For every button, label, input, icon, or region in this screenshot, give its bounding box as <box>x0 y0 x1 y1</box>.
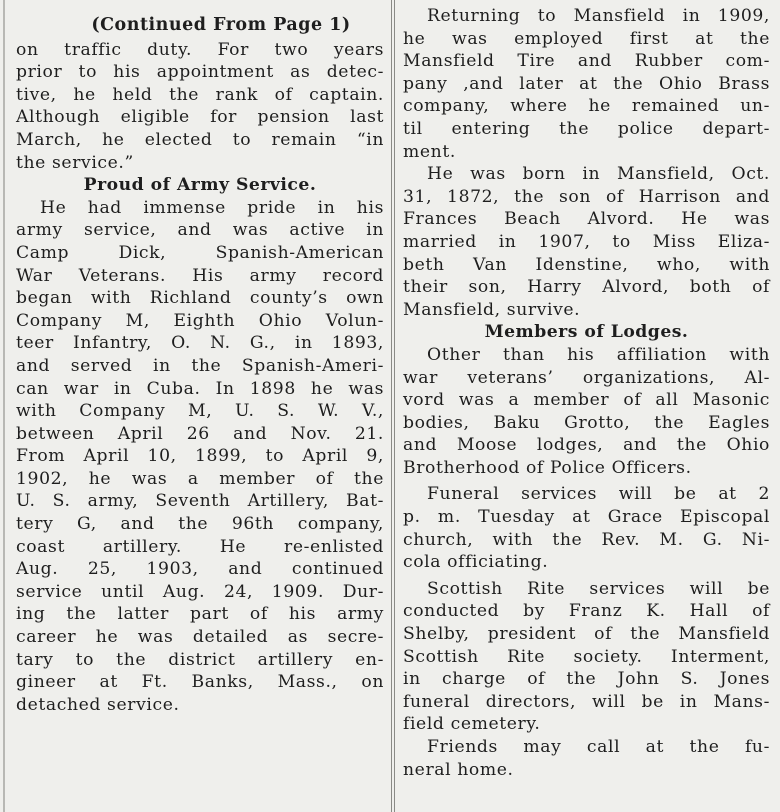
subhead-army-service: Proud of Army Service. <box>83 175 317 196</box>
text-line: their son, Harry Alvord, both of <box>403 277 770 298</box>
text-line: Other than his affiliation with <box>427 344 770 365</box>
text-line: married in 1907, to Miss Eliza- <box>403 231 770 252</box>
text-line: bodies, Baku Grotto, the Eagles <box>403 412 770 433</box>
returning-paragraph <box>403 5 770 163</box>
text-line: Scottish Rite services will be <box>427 578 770 599</box>
text-line: March, he elected to remain “in <box>16 129 384 150</box>
text-line: service until Aug. 24, 1909. Dur- <box>16 581 384 602</box>
text-line: conducted by Franz K. Hall of <box>403 601 770 622</box>
text-line: pany ,and later at the Ohio Brass <box>403 73 770 94</box>
text-line: Aug. 25, 1903, and continued <box>16 559 384 580</box>
text-line: Shelby, president of the Mansfield <box>403 624 770 645</box>
text-line: Camp Dick, Spanish-American <box>16 242 384 263</box>
text-line: 1902, he was a member of the <box>16 468 384 489</box>
text-line: church, with the Rev. M. G. Ni- <box>403 529 770 550</box>
text-line: U. S. army, Seventh Artillery, Bat- <box>16 491 384 512</box>
text-line: coast artillery. He re-enlisted <box>16 536 384 557</box>
text-line: Although eligible for pension last <box>16 107 384 128</box>
text-line: began with Richland county’s own <box>16 288 384 309</box>
text-line: War Veterans. His army record <box>16 265 384 286</box>
text-line: career he was detailed as secre- <box>16 627 384 648</box>
continued-header: (Continued From Page 1) <box>91 15 351 35</box>
text-line: on traffic duty. For two years <box>16 39 384 60</box>
born-paragraph <box>403 163 770 321</box>
text-line: Company M, Eighth Ohio Volun- <box>16 310 384 331</box>
text-line: in charge of the John S. Jones <box>403 669 770 690</box>
text-line: Scottish Rite society. Interment, <box>403 646 770 667</box>
text-line: between April 26 and Nov. 21. <box>16 423 384 444</box>
text-line: He had immense pride in his <box>40 197 384 218</box>
text-line: Friends may call at the fu- <box>427 737 770 757</box>
intro-paragraph <box>16 39 384 175</box>
text-line: Returning to Mansfield in 1909, <box>427 6 770 26</box>
text-line: p. m. Tuesday at Grace Episcopal <box>403 507 770 528</box>
subhead-lodges: Members of Lodges. <box>484 322 689 343</box>
funeral-paragraph <box>403 483 770 573</box>
text-line: ment. <box>403 141 456 162</box>
text-line: with Company M, U. S. W. V., <box>16 401 384 422</box>
text-line: tery G, and the 96th company, <box>16 514 384 535</box>
scottish-rite-paragraph <box>403 578 770 736</box>
text-line: teer Infantry, O. N. G., in 1893, <box>16 333 384 354</box>
right-column <box>395 0 780 812</box>
text-line: field cemetery. <box>403 714 541 735</box>
text-line: company, where he remained un- <box>403 96 770 117</box>
text-line: Funeral services will be at 2 <box>427 484 770 505</box>
text-line: gineer at Ft. Banks, Mass., on <box>16 672 384 693</box>
lodges-paragraph <box>403 344 770 480</box>
text-line: funeral directors, will be in Mans- <box>403 691 770 712</box>
text-line: Brotherhood of Police Officers. <box>403 457 692 478</box>
friends-paragraph <box>403 736 770 781</box>
text-line: ing the latter part of his army <box>16 604 384 625</box>
text-line: army service, and was active in <box>16 220 384 241</box>
text-line: til entering the police depart- <box>403 118 770 139</box>
text-line: He was born in Mansfield, Oct. <box>427 164 770 185</box>
army-paragraph <box>16 197 384 717</box>
text-line: the service.” <box>16 152 134 173</box>
text-line: 31, 1872, the son of Harrison and <box>403 186 770 207</box>
text-line: prior to his appointment as detec- <box>16 62 384 83</box>
text-line: he was employed first at the <box>403 28 770 49</box>
text-line: vord was a member of all Masonic <box>403 390 770 411</box>
text-line: and served in the Spanish-Ameri- <box>16 355 384 376</box>
text-line: tive, he held the rank of captain. <box>16 84 384 105</box>
text-line: Mansfield Tire and Rubber com- <box>403 51 770 72</box>
text-line: Mansfield, survive. <box>403 299 581 320</box>
text-line: and Moose lodges, and the Ohio <box>403 435 770 456</box>
text-line: neral home. <box>403 759 514 780</box>
text-line: war veterans’ organizations, Al- <box>403 367 770 388</box>
text-line: tary to the district artillery en- <box>16 649 384 670</box>
text-line: From April 10, 1899, to April 9, <box>16 446 384 467</box>
text-line: can war in Cuba. In 1898 he was <box>16 378 384 399</box>
text-line: Frances Beach Alvord. He was <box>403 209 770 230</box>
text-line: beth Van Idenstine, who, with <box>403 254 770 275</box>
text-line: detached service. <box>16 694 180 715</box>
text-line: cola officiating. <box>403 552 549 573</box>
